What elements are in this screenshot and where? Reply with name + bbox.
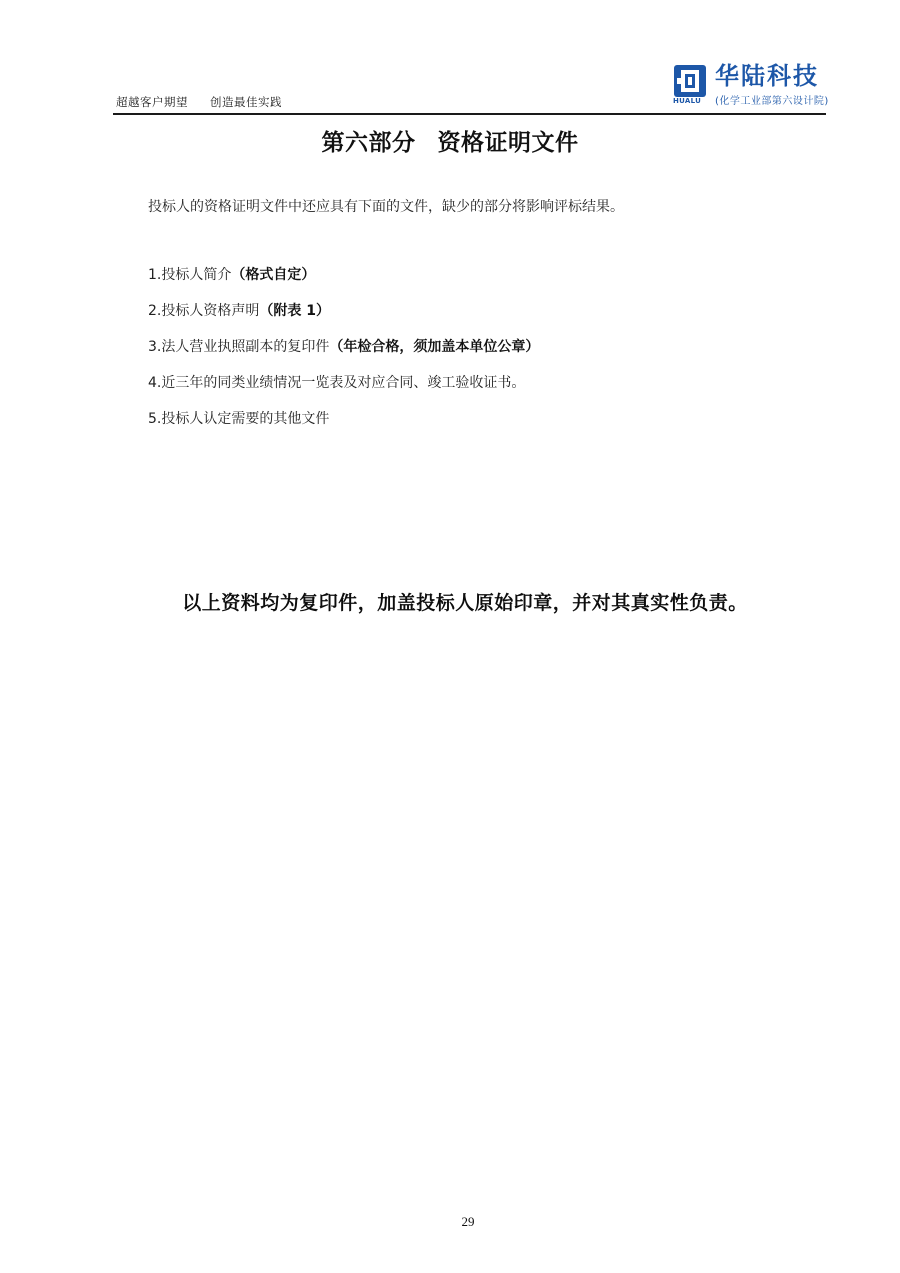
requirement-list — [148, 265, 539, 445]
logo-latin-text: HUALU — [673, 97, 702, 105]
list-item — [148, 373, 539, 409]
intro-paragraph: 投标人的资格证明文件中还应具有下面的文件，缺少的部分将影响评标结果。 — [148, 199, 624, 215]
requirement-text: 1.投标人简介 — [148, 267, 232, 283]
list-item — [148, 409, 539, 445]
requirement-note: （年检合格，须加盖本单位公章） — [329, 339, 540, 355]
notice-statement: 以上资料均为复印件，加盖投标人原始印章，并对其真实性负责。 — [182, 592, 748, 614]
list-item — [148, 301, 539, 337]
page-title — [0, 124, 900, 157]
title-part-label: 第六部分 — [321, 130, 416, 156]
list-item — [148, 337, 539, 373]
page-number: 29 — [461, 1214, 475, 1229]
header-slogan — [116, 94, 282, 110]
company-logo — [673, 62, 833, 106]
requirement-note: （格式自定） — [231, 267, 316, 283]
requirement-text: 5.投标人认定需要的其他文件 — [148, 411, 330, 427]
requirement-text: 3.法人营业执照副本的复印件 — [148, 339, 330, 355]
slogan-part-1: 超越客户期望 — [116, 95, 188, 109]
header-divider — [113, 113, 826, 115]
requirement-text: 2.投标人资格声明 — [148, 303, 260, 319]
logo-subtitle: (化学工业部第六设计院) — [715, 96, 829, 107]
logo-name: 华陆科技 — [715, 62, 819, 90]
title-part-name: 资格证明文件 — [437, 130, 579, 156]
requirement-note: （附表 1） — [259, 303, 330, 319]
slogan-part-2: 创造最佳实践 — [210, 95, 282, 109]
hualu-logo-icon — [673, 64, 707, 98]
requirement-text: 4.近三年的同类业绩情况一览表及对应合同、竣工验收证书。 — [148, 375, 526, 391]
list-item — [148, 265, 539, 301]
